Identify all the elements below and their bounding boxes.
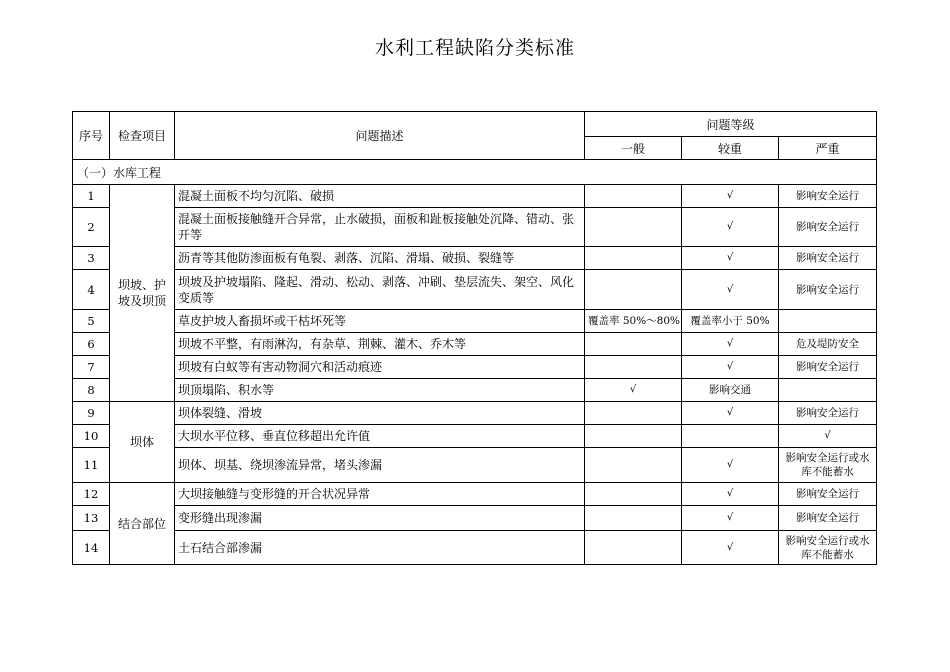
level-major: √ xyxy=(682,185,779,208)
row-number: 12 xyxy=(73,483,110,506)
level-general xyxy=(585,402,682,425)
level-major: √ xyxy=(682,208,779,247)
row-number: 9 xyxy=(73,402,110,425)
row-desc: 坝坡不平整，有雨淋沟，有杂草、荆棘、灌木、乔木等 xyxy=(175,333,585,356)
table-row xyxy=(73,310,877,333)
section-title: （一）水库工程 xyxy=(73,160,877,185)
level-major: 覆盖率小于 50% xyxy=(682,310,779,333)
table-row xyxy=(73,356,877,379)
level-general xyxy=(585,208,682,247)
row-number: 1 xyxy=(73,185,110,208)
table-row xyxy=(73,402,877,425)
level-severe: 影响安全运行或水 库不能蓄水 xyxy=(779,531,877,565)
row-desc: 土石结合部渗漏 xyxy=(175,531,585,565)
row-number: 5 xyxy=(73,310,110,333)
table-row xyxy=(73,247,877,270)
row-desc: 混凝土面板接触缝开合异常，止水破损，面板和趾板接触处沉降、错动、张开等 xyxy=(175,208,585,247)
table-row xyxy=(73,531,877,565)
table-row xyxy=(73,506,877,531)
level-severe: √ xyxy=(779,425,877,448)
level-severe: 影响安全运行 xyxy=(779,247,877,270)
row-number: 13 xyxy=(73,506,110,531)
row-number: 11 xyxy=(73,448,110,483)
row-number: 2 xyxy=(73,208,110,247)
table-row xyxy=(73,483,877,506)
row-desc: 草皮护坡人畜损坏或干枯坏死等 xyxy=(175,310,585,333)
table-row xyxy=(73,333,877,356)
row-number: 4 xyxy=(73,270,110,310)
defect-table xyxy=(72,111,877,565)
row-number: 8 xyxy=(73,379,110,402)
level-major: √ xyxy=(682,506,779,531)
level-major: √ xyxy=(682,247,779,270)
level-general xyxy=(585,425,682,448)
header-severe: 严重 xyxy=(779,137,877,160)
table-row xyxy=(73,185,877,208)
row-number: 10 xyxy=(73,425,110,448)
level-general xyxy=(585,247,682,270)
row-desc: 坝体、坝基、绕坝渗流异常，堵头渗漏 xyxy=(175,448,585,483)
level-general xyxy=(585,483,682,506)
level-major: √ xyxy=(682,356,779,379)
group-label: 坝体 xyxy=(110,402,175,483)
row-desc: 混凝土面板不均匀沉陷、破损 xyxy=(175,185,585,208)
row-desc: 坝坡有白蚁等有害动物洞穴和活动痕迹 xyxy=(175,356,585,379)
level-severe: 影响安全运行 xyxy=(779,356,877,379)
level-severe: 影响安全运行或水 库不能蓄水 xyxy=(779,448,877,483)
level-major: √ xyxy=(682,448,779,483)
header-seq: 序号 xyxy=(73,112,110,160)
level-general: √ xyxy=(585,379,682,402)
level-severe: 影响安全运行 xyxy=(779,185,877,208)
level-severe xyxy=(779,379,877,402)
row-desc: 大坝水平位移、垂直位移超出允许值 xyxy=(175,425,585,448)
header-general: 一般 xyxy=(585,137,682,160)
level-major xyxy=(682,425,779,448)
table-row xyxy=(73,425,877,448)
level-general xyxy=(585,270,682,310)
row-number: 7 xyxy=(73,356,110,379)
group-label: 结合部位 xyxy=(110,483,175,565)
page-title: 水利工程缺陷分类标准 xyxy=(374,37,575,59)
header-major: 较重 xyxy=(682,137,779,160)
row-desc: 坝顶塌陷、积水等 xyxy=(175,379,585,402)
table-row xyxy=(73,448,877,483)
row-number: 6 xyxy=(73,333,110,356)
table-row xyxy=(73,208,877,247)
level-severe: 危及堤防安全 xyxy=(779,333,877,356)
level-general xyxy=(585,333,682,356)
level-major: 影响交通 xyxy=(682,379,779,402)
level-major: √ xyxy=(682,483,779,506)
row-desc: 坝坡及护坡塌陷、隆起、滑动、松动、剥落、冲刷、垫层流失、架空、风化变质等 xyxy=(175,270,585,310)
level-severe: 影响安全运行 xyxy=(779,402,877,425)
level-major: √ xyxy=(682,531,779,565)
row-desc: 大坝接触缝与变形缝的开合状况异常 xyxy=(175,483,585,506)
group-label: 坝坡、护坡及坝顶 xyxy=(110,185,175,402)
level-severe: 影响安全运行 xyxy=(779,208,877,247)
level-general xyxy=(585,506,682,531)
level-major: √ xyxy=(682,333,779,356)
level-severe: 影响安全运行 xyxy=(779,270,877,310)
header-level: 问题等级 xyxy=(585,112,877,137)
level-major: √ xyxy=(682,402,779,425)
level-general: 覆盖率 50%～80% xyxy=(585,310,682,333)
level-general xyxy=(585,356,682,379)
level-severe xyxy=(779,310,877,333)
level-major: √ xyxy=(682,270,779,310)
level-general xyxy=(585,531,682,565)
table-row xyxy=(73,270,877,310)
level-severe: 影响安全运行 xyxy=(779,506,877,531)
level-severe: 影响安全运行 xyxy=(779,483,877,506)
header-desc: 问题描述 xyxy=(175,112,585,160)
row-number: 3 xyxy=(73,247,110,270)
table-row xyxy=(73,379,877,402)
row-number: 14 xyxy=(73,531,110,565)
row-desc: 坝体裂缝、滑坡 xyxy=(175,402,585,425)
level-general xyxy=(585,185,682,208)
row-desc: 沥青等其他防渗面板有龟裂、剥落、沉陷、滑塌、破损、裂缝等 xyxy=(175,247,585,270)
header-item: 检查项目 xyxy=(110,112,175,160)
level-general xyxy=(585,448,682,483)
row-desc: 变形缝出现渗漏 xyxy=(175,506,585,531)
